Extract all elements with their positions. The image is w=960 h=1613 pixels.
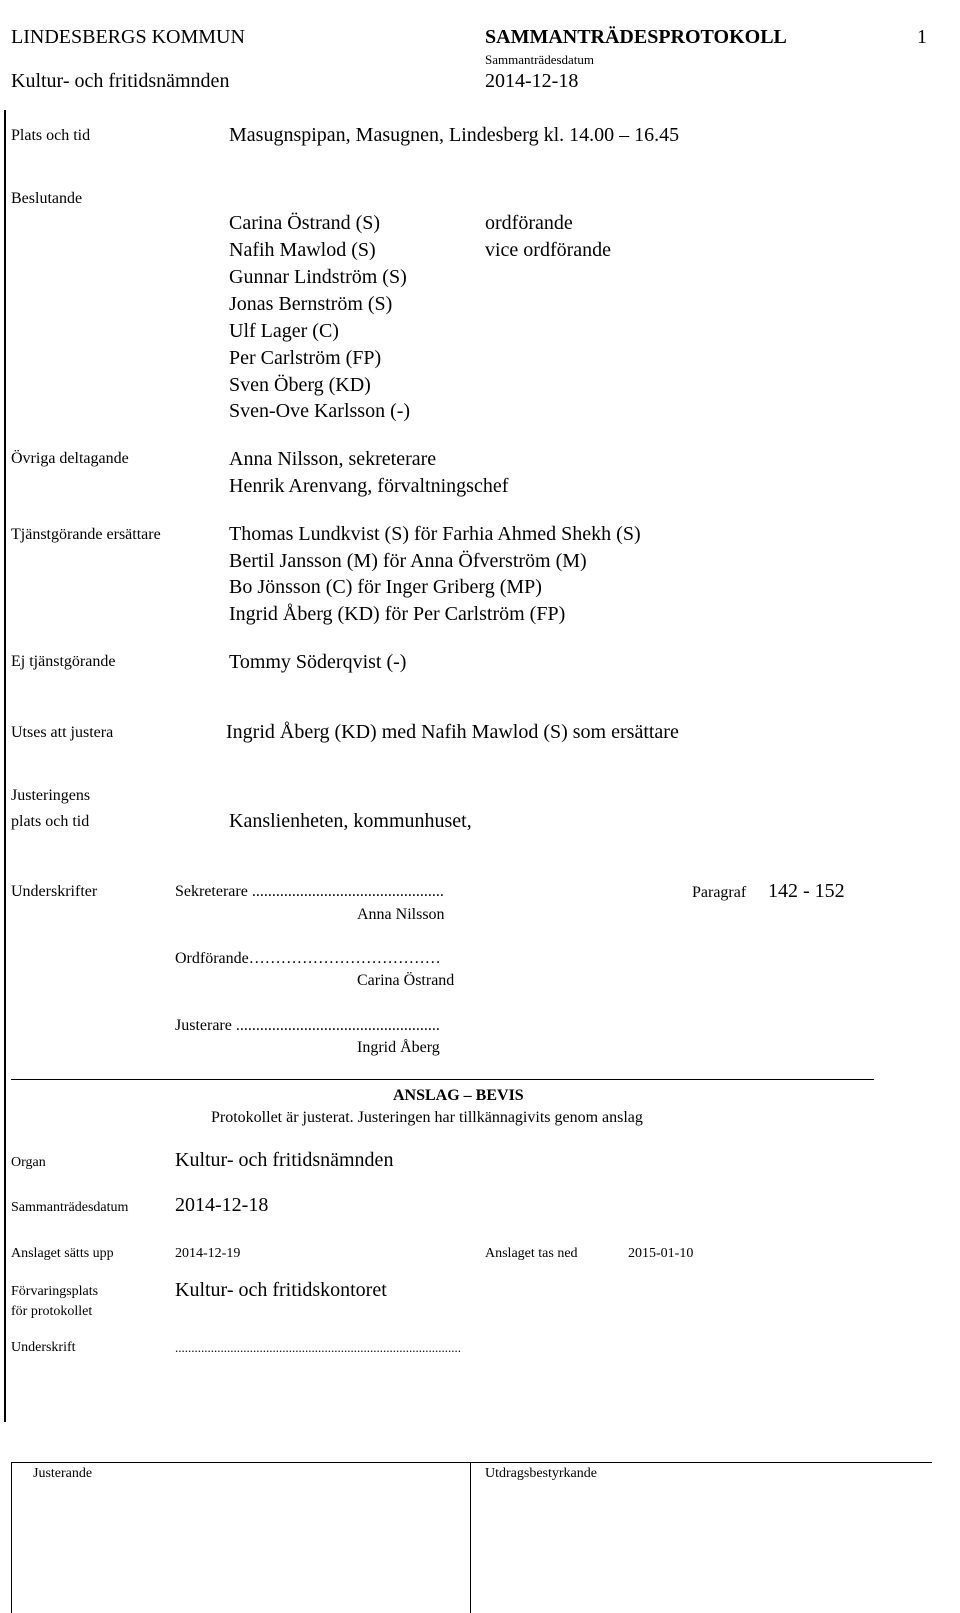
ersattare-item: Ingrid Åberg (KD) för Per Carlström (FP) <box>229 603 566 625</box>
date-label: Sammanträdesdatum <box>485 52 595 67</box>
anslag-separator <box>11 1079 874 1080</box>
member: Per Carlström (FP) <box>229 347 382 369</box>
role-chair: ordförande <box>485 212 573 234</box>
member: Sven Öberg (KD) <box>229 374 371 396</box>
justera-label: Utses att justera <box>11 724 114 741</box>
member: Gunnar Lindström (S) <box>229 266 407 288</box>
paragraf-value: 142 - 152 <box>768 880 845 902</box>
upp-label: Anslaget sätts upp <box>11 1246 114 1261</box>
doc-type: SAMMANTRÄDESPROTOKOLL <box>485 26 787 48</box>
left-margin-line <box>4 110 6 1422</box>
organ-label: Organ <box>11 1155 46 1170</box>
ned-value: 2015-01-10 <box>628 1246 694 1261</box>
datum-label: Sammanträdesdatum <box>11 1200 129 1215</box>
forvaring-label-2: för protokollet <box>11 1304 93 1319</box>
ersattare-item: Bo Jönsson (C) för Inger Griberg (MP) <box>229 576 542 598</box>
footer-top-line <box>11 1462 932 1463</box>
forvaring-value: Kultur- och fritidskontoret <box>175 1279 387 1301</box>
ej-tjanstgorande-value: Tommy Söderqvist (-) <box>229 651 407 673</box>
ersattare-item: Bertil Jansson (M) för Anna Öfverström (M) <box>229 550 587 572</box>
ersattare-item: Thomas Lundkvist (S) för Farhia Ahmed Shekh (S) <box>229 523 641 545</box>
datum-value: 2014-12-18 <box>175 1194 269 1216</box>
justeringens-label: Justeringens <box>11 787 91 804</box>
org-name: LINDESBERGS KOMMUN <box>11 26 245 48</box>
ovriga-item: Henrik Arenvang, förvaltningschef <box>229 475 509 497</box>
anslag-title: ANSLAG – BEVIS <box>393 1087 524 1104</box>
paragraf-label: Paragraf <box>692 884 747 901</box>
organ-value: Kultur- och fritidsnämnden <box>175 1149 394 1171</box>
place-label: Plats och tid <box>11 127 91 144</box>
ovriga-item: Anna Nilsson, sekreterare <box>229 448 437 470</box>
ned-label: Anslaget tas ned <box>485 1246 578 1261</box>
footer-left-line <box>11 1462 12 1613</box>
upp-value: 2014-12-19 <box>175 1246 241 1261</box>
justerare-name: Ingrid Åberg <box>357 1039 440 1056</box>
signatures-label: Underskrifter <box>11 883 98 900</box>
member: Jonas Bernström (S) <box>229 293 393 315</box>
ovriga-label: Övriga deltagande <box>11 450 129 467</box>
forvaring-label: Förvaringsplats <box>11 1284 99 1299</box>
member: Ulf Lager (C) <box>229 320 339 342</box>
beslutande-label: Beslutande <box>11 190 83 207</box>
underskrift-line: ........................................................................................ <box>175 1340 461 1355</box>
role-vice-chair: vice ordförande <box>485 239 612 261</box>
footer-utdrag: Utdragsbestyrkande <box>485 1466 597 1481</box>
sekreterare-name: Anna Nilsson <box>357 906 445 923</box>
footer-mid-line <box>470 1462 471 1613</box>
meeting-date: 2014-12-18 <box>485 70 579 92</box>
committee-name: Kultur- och fritidsnämnden <box>11 70 230 92</box>
member: Nafih Mawlod (S) <box>229 239 376 261</box>
justera-value: Ingrid Åberg (KD) med Nafih Mawlod (S) som ersättare <box>226 721 679 743</box>
ej-tjanstgorande-label: Ej tjänstgörande <box>11 653 116 670</box>
justeringens-label-2: plats och tid <box>11 813 90 830</box>
ordforande-line: Ordförande……………………………… <box>175 950 441 967</box>
page-number: 1 <box>917 26 927 48</box>
sekreterare-line: Sekreterare ................................................ <box>175 883 444 900</box>
member: Sven-Ove Karlsson (-) <box>229 400 411 422</box>
justerare-line: Justerare ................................................... <box>175 1017 440 1034</box>
footer-justerande: Justerande <box>33 1466 93 1481</box>
underskrift-label: Underskrift <box>11 1340 76 1355</box>
member: Carina Östrand (S) <box>229 212 381 234</box>
place-value: Masugnspipan, Masugnen, Lindesberg kl. 14.00 – 16.45 <box>229 124 680 146</box>
justeringens-value: Kanslienheten, kommunhuset, <box>229 810 472 832</box>
ordforande-name: Carina Östrand <box>357 972 455 989</box>
anslag-subtitle: Protokollet är justerat. Justeringen har tillkännagivits genom anslag <box>211 1109 643 1126</box>
ersattare-label: Tjänstgörande ersättare <box>11 526 161 543</box>
